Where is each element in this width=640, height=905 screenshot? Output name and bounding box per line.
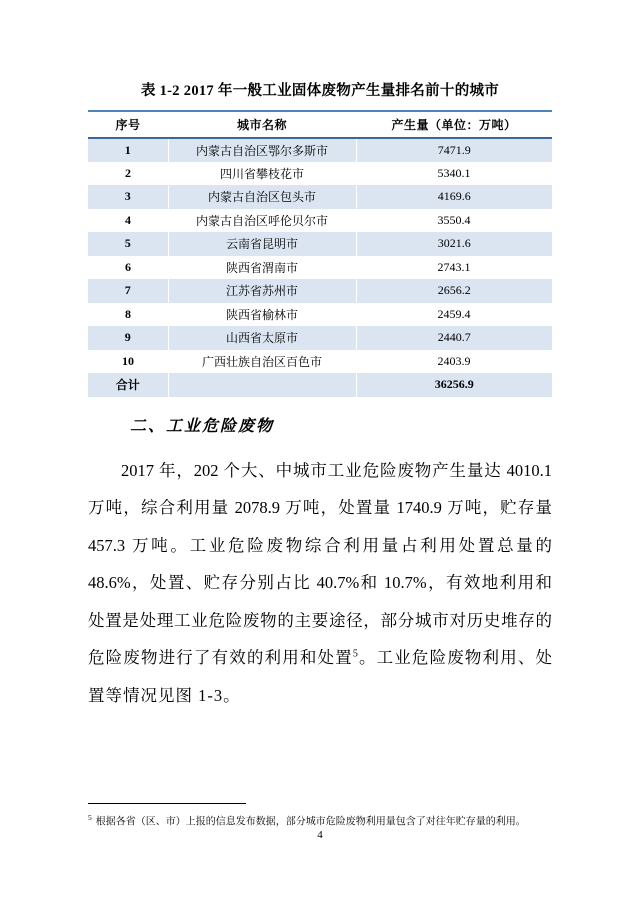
city-cell: 山西省太原市 xyxy=(168,326,356,350)
rank-cell: 5 xyxy=(124,236,131,251)
value-cell: 3550.4 xyxy=(437,212,471,227)
total-value-cell: 36256.9 xyxy=(356,373,552,397)
value-cell: 2440.7 xyxy=(356,326,552,350)
paragraph-line: 48.6%，处置、贮存分别占比 40.7%和 10.7%，有效地利用和 xyxy=(88,573,552,592)
city-cell: 陕西省榆林市 xyxy=(225,307,298,322)
rank-cell: 7 xyxy=(124,283,131,298)
table-row xyxy=(88,185,552,209)
rank-cell: 6 xyxy=(125,259,131,274)
city-cell: 内蒙古自治区鄂尔多斯市 xyxy=(168,138,356,162)
total-empty-cell xyxy=(168,373,356,397)
paragraph-line: 2017 年，202 个大、中城市工业危险废物产生量达 4010.1 xyxy=(121,460,552,480)
header-city: 城市名称 xyxy=(168,111,356,138)
rank-cell: 4 xyxy=(125,212,131,227)
footnote-marker: 5 xyxy=(88,813,92,822)
rank-cell: 8 xyxy=(125,306,131,321)
value-cell: 4169.6 xyxy=(356,185,552,209)
table-header xyxy=(88,111,552,138)
table-row xyxy=(88,326,552,350)
value-cell: 2459.4 xyxy=(437,306,471,321)
paragraph-text: 危险废物进行了有效的利用和处置 xyxy=(88,648,353,667)
body-paragraph xyxy=(88,452,552,715)
total-label-cell: 合计 xyxy=(115,378,140,393)
page-content xyxy=(88,0,552,714)
rank-cell: 10 xyxy=(122,353,134,368)
value-cell: 7471.9 xyxy=(356,138,552,162)
footnote-reference: 5 xyxy=(352,648,358,660)
footnote xyxy=(88,810,558,829)
rank-cell: 1 xyxy=(124,142,131,157)
table-row xyxy=(88,138,552,162)
header-value: 产生量（单位：万吨） xyxy=(356,111,552,138)
value-cell: 2403.9 xyxy=(437,353,471,368)
header-rank: 序号 xyxy=(88,111,168,138)
paragraph-line: 置等情况见图 1-3。 xyxy=(88,685,241,705)
city-cell: 内蒙古自治区包头市 xyxy=(168,185,356,209)
footnote-separator-line xyxy=(88,803,246,804)
solid-waste-rank-table xyxy=(88,110,552,397)
rank-cell: 2 xyxy=(125,165,131,180)
page-number: 4 xyxy=(317,829,323,841)
city-cell: 云南省昆明市 xyxy=(168,232,356,256)
table-row xyxy=(88,256,552,280)
city-cell: 江苏省苏州市 xyxy=(168,279,356,303)
paragraph-line: 457.3 万吨。工业危险废物综合利用量占利用处置总量的 xyxy=(88,535,552,555)
table-caption: 表 1-2 2017 年一般工业固体废物产生量排名前十的城市 xyxy=(140,83,500,99)
value-cell: 2656.2 xyxy=(356,279,552,303)
value-cell: 2743.1 xyxy=(437,259,471,274)
value-cell: 3021.6 xyxy=(356,232,552,256)
rank-cell: 9 xyxy=(124,330,131,345)
table-row xyxy=(88,232,552,256)
table-row xyxy=(88,303,552,327)
city-cell: 四川省攀枝花市 xyxy=(219,166,304,181)
table-row xyxy=(88,279,552,303)
table-row xyxy=(88,350,552,374)
table-total-row xyxy=(88,373,552,397)
city-cell: 广西壮族自治区百色市 xyxy=(201,354,322,369)
rank-cell: 3 xyxy=(124,189,131,204)
paragraph-line: 万吨，综合利用量 2078.9 万吨，处置量 1740.9 万吨，贮存量 xyxy=(88,498,552,517)
table-row xyxy=(88,209,552,233)
table-body xyxy=(88,138,552,397)
value-cell: 5340.1 xyxy=(437,165,471,180)
paragraph-text: 。工业危险废物利用、处 xyxy=(357,648,553,667)
paragraph-line: 处置是处理工业危险废物的主要途径，部分城市对历史堆存的 xyxy=(88,610,552,630)
table-header-row xyxy=(88,111,552,138)
city-cell: 陕西省渭南市 xyxy=(225,260,298,275)
paragraph-line-with-footnote xyxy=(88,639,552,677)
section-heading: 二、工业危险废物 xyxy=(130,417,275,435)
footnote-text: 根据各省（区、市）上报的信息发布数据，部分城市危险废物利用量包含了对往年贮存量的利用。 xyxy=(95,816,526,828)
city-cell: 内蒙古自治区呼伦贝尔市 xyxy=(195,213,328,228)
table-row xyxy=(88,162,552,186)
